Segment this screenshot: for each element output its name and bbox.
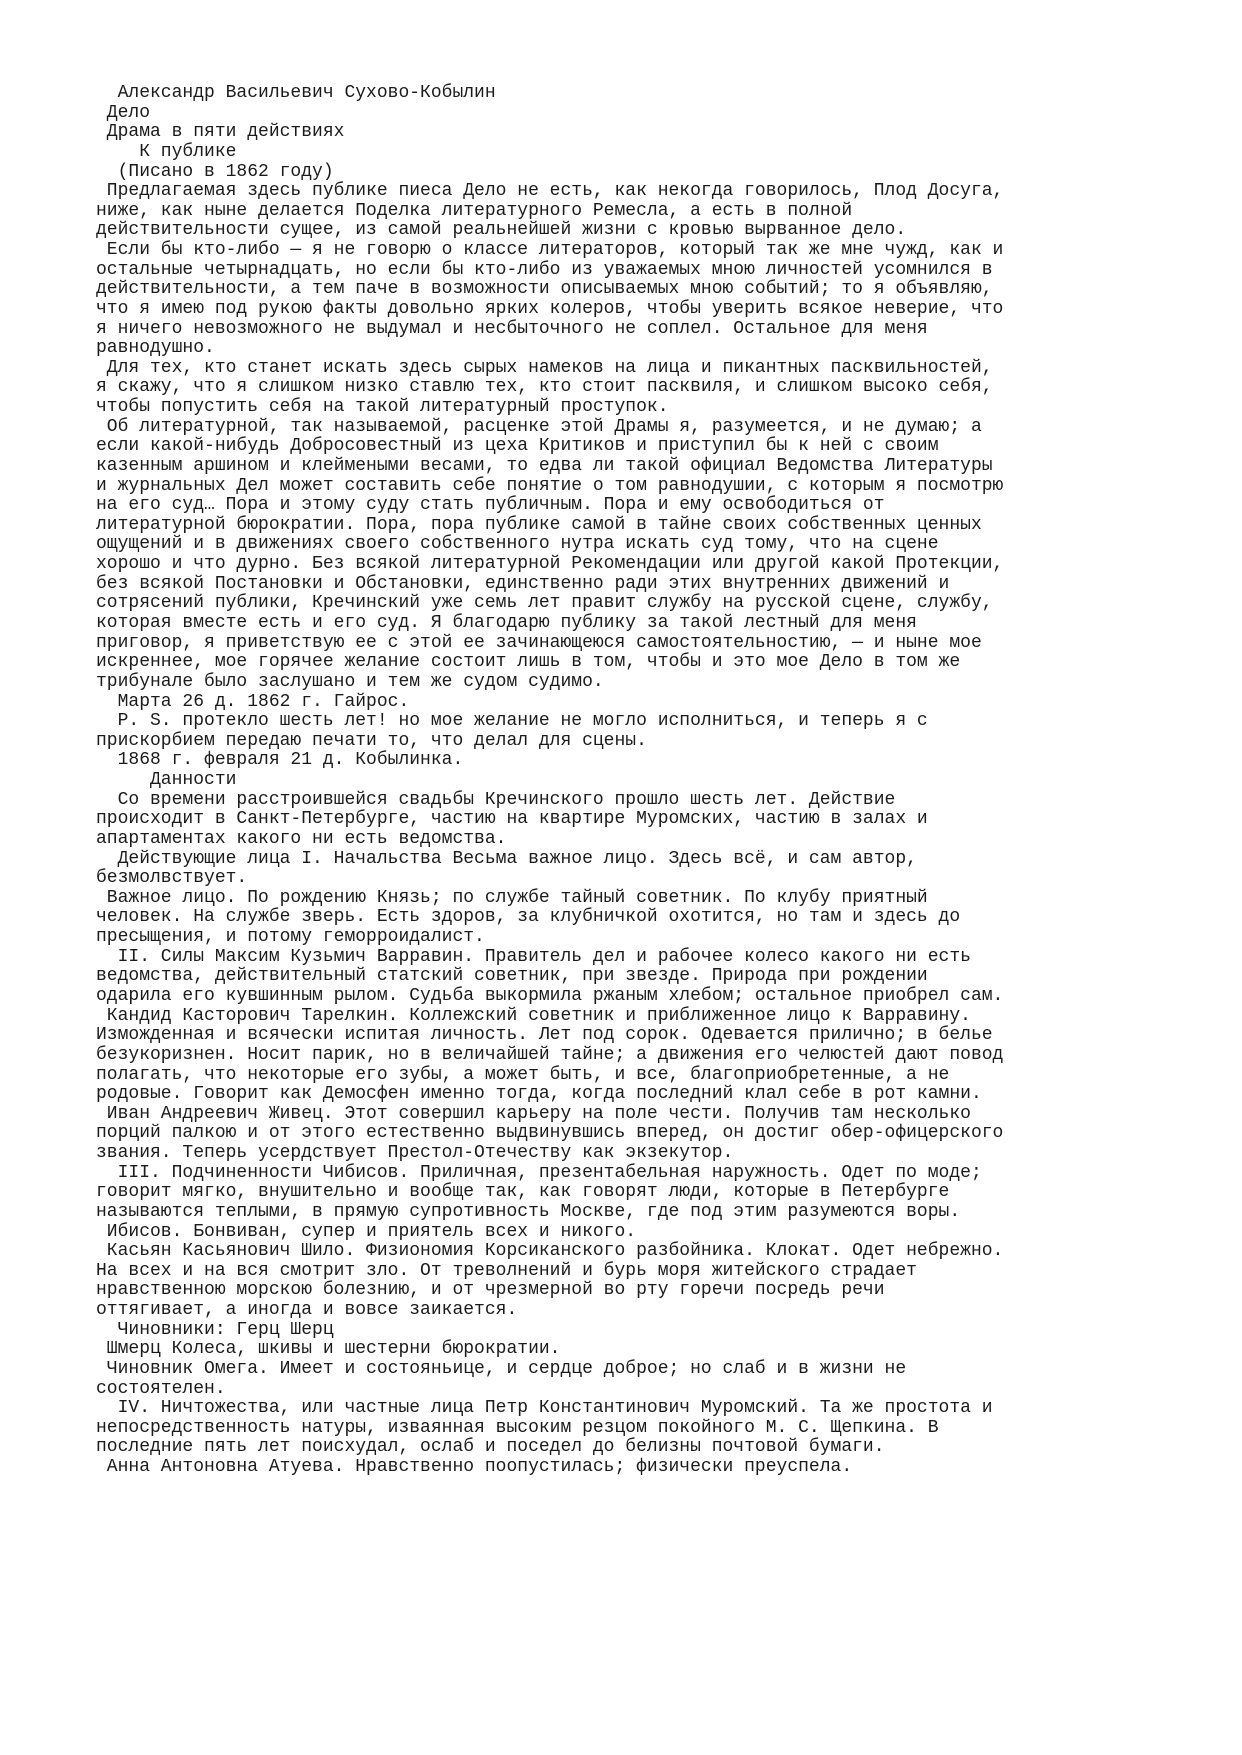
text-line: нравственною морскою болезнию, и от чрезмерной во рту горечи посредь речи <box>96 1280 885 1301</box>
text-line: Марта 26 д. 1862 г. Гайрос. <box>96 691 410 712</box>
text-line: Дело <box>96 102 151 123</box>
text-line: пресыщения, и потому геморроидалист. <box>96 927 485 948</box>
text-line: На всех и на вся смотрит зло. От треволнений и бурь моря житейского страдает <box>96 1260 917 1281</box>
text-line: II. Силы Максим Кузьмич Варравин. Правитель дел и рабочее колесо какого ни есть <box>96 946 971 967</box>
text-line: литературной бюрократии. Пора, пора публике самой в тайне своих собственных ценных <box>96 514 982 535</box>
text-line: полагать, что некоторые его зубы, а может быть, и все, благоприобретенные, а не <box>96 1064 950 1085</box>
text-line: Чиновник Омега. Имеет и состояньице, и сердце доброе; но слаб и в жизни не <box>96 1358 907 1379</box>
text-line: Драма в пяти действиях <box>96 122 345 143</box>
text-line: если какой-нибудь Добросовестный из цеха Критиков и приступил бы к ней с своим <box>96 436 939 457</box>
text-line: хорошо и что дурно. Без всякой литературной Рекомендации или другой какой Протекции, <box>96 554 1004 575</box>
text-line: Чиновники: Герц Шерц <box>96 1319 334 1340</box>
text-line: звания. Теперь усердствует Престол-Отечеству как экзекутор. <box>96 1143 734 1164</box>
text-line: состоятелен. <box>96 1378 226 1399</box>
text-line: Шмерц Колеса, шкивы и шестерни бюрократии. <box>96 1339 561 1360</box>
text-line: трибунале было заслушано и тем же судом судимо. <box>96 671 604 692</box>
text-line: искреннее, мое горячее желание состоит лишь в том, чтобы и это мое Дело в том же <box>96 652 961 673</box>
text-line: безмолвствует. <box>96 868 248 889</box>
text-line: я скажу, что я слишком низко ставлю тех, кто стоит пасквиля, и слишком высоко себя, <box>96 377 993 398</box>
text-line: человек. На службе зверь. Есть здоров, за клубничкой охотится, но там и здесь до <box>96 907 961 928</box>
text-line: Со времени расстроившейся свадьбы Кречинского прошло шесть лет. Действие <box>96 789 896 810</box>
text-line: ведомства, действительный статский советник, при звезде. Природа при рождении <box>96 966 928 987</box>
text-line: Анна Антоновна Атуева. Нравственно поопустилась; физически преуспела. <box>96 1457 853 1478</box>
text-line: прискорбием передаю печати то, что делал для сцены. <box>96 730 647 751</box>
text-line: действительности, а тем паче в возможности описываемых мною событий; то я объявляю, <box>96 279 993 300</box>
text-line: Важное лицо. По рождению Князь; по службе тайный советник. По клубу приятный <box>96 887 928 908</box>
text-line: ощущений и в движениях своего собственного нутра искать суд тому, что на сцене <box>96 534 939 555</box>
text-line: оттягивает, а иногда и вовсе заикается. <box>96 1300 518 1321</box>
text-line: Если бы кто-либо — я не говорю о классе литераторов, который так же мне чужд, как и <box>96 240 1004 261</box>
text-line: родовые. Говорит как Демосфен именно тогда, когда последний клал себе в рот камни. <box>96 1084 982 1105</box>
text-line: Об литературной, так называемой, расценке этой Драмы я, разумеется, и не думаю; а <box>96 416 982 437</box>
text-line: Касьян Касьянович Шило. Физиономия Корсиканского разбойника. Клокат. Одет небрежно. <box>96 1241 1004 1262</box>
text-line: Иван Андреевич Живец. Этот совершил карьеру на поле чести. Получив там несколько <box>96 1103 971 1124</box>
text-line: ниже, как ныне делается Поделка литературного Ремесла, а есть в полной <box>96 200 853 221</box>
text-line: Для тех, кто станет искать здесь сырых намеков на лица и пикантных пасквильностей, <box>96 357 993 378</box>
text-line: остальные четырнадцать, но если бы кто-либо из уважаемых мною личностей усомнился в <box>96 259 993 280</box>
text-line: действительности сущее, из самой реальнейшей жизни с кровью вырванное дело. <box>96 220 907 241</box>
text-line: сотрясений публики, Кречинский уже семь лет правит службу на русской сцене, службу, <box>96 593 993 614</box>
text-line: безукоризнен. Носит парик, но в величайшей тайне; а движения его челюстей дают повод <box>96 1044 1004 1065</box>
text-line: и журнальных Дел может составить себе понятие о том равнодушии, с которым я посмотрю <box>96 475 1004 496</box>
text-line: Кандид Касторович Тарелкин. Коллежский советник и приближенное лицо к Варравину. <box>96 1005 971 1026</box>
text-line: Действующие лица I. Начальства Весьма важное лицо. Здесь всё, и сам автор, <box>96 848 917 869</box>
text-line: апартаментах какого ни есть ведомства. <box>96 828 507 849</box>
text-line: Предлагаемая здесь публике пиеса Дело не есть, как некогда говорилось, Плод Досуга, <box>96 181 1004 202</box>
text-line: происходит в Санкт-Петербурге, частию на квартире Муромских, частию в залах и <box>96 809 928 830</box>
text-line: P. S. протекло шесть лет! но мое желание не могло исполниться, и теперь я с <box>96 711 928 732</box>
text-line: Ибисов. Бонвиван, супер и приятель всех и никого. <box>96 1221 637 1242</box>
text-line: чтобы попустить себя на такой литературный проступок. <box>96 397 669 418</box>
text-line: равнодушно. <box>96 338 215 359</box>
text-line: последние пять лет поисхудал, ослаб и поседел до белизны почтовой бумаги. <box>96 1437 885 1458</box>
text-line: приговор, я приветствую ее с этой ее зачинающеюся самостоятельностию, — и ныне мое <box>96 632 982 653</box>
text-line: казенным аршином и клеймеными весами, то едва ли такой официал Ведомства Литературы <box>96 455 993 476</box>
text-line: IV. Ничтожества, или частные лица Петр Константинович Муромский. Та же простота и <box>96 1398 993 1419</box>
text-line: Данности <box>96 770 237 791</box>
text-line: порций палкою и от этого естественно выдвинувшись вперед, он достиг обер-офицерского <box>96 1123 1004 1144</box>
text-line: я ничего невозможного не выдумал и несбыточного не соплел. Остальное для меня <box>96 318 928 339</box>
text-line: одарила его кувшинным рылом. Судьба выкормила ржаным хлебом; остальное приобрел сам. <box>96 985 1004 1006</box>
text-line: что я имею под рукою факты довольно ярких колеров, чтобы уверить всякое неверие, что <box>96 298 1004 319</box>
text-line: непосредственность натуры, изваянная высоким резцом покойного М. С. Щепкина. В <box>96 1417 939 1438</box>
text-line: Изможденная и всячески испитая личность. Лет под сорок. Одевается прилично; в белье <box>96 1025 993 1046</box>
text-line: 1868 г. февраля 21 д. Кобылинка. <box>96 750 464 771</box>
text-line: Александр Васильевич Сухово-Кобылин <box>96 83 496 103</box>
text-line: говорит мягко, внушительно и вообще так, как говорят люди, которые в Петербурге <box>96 1182 950 1203</box>
text-line: на его суд… Пора и этому суду стать публичным. Пора и ему освободиться от <box>96 495 885 516</box>
text-line: (Писано в 1862 году) <box>96 161 334 182</box>
text-line: называются теплыми, в прямую супротивность Москве, где под этим разумеются воры. <box>96 1201 961 1222</box>
text-line: которая вместе есть и его суд. Я благодарю публику за такой лестный для меня <box>96 613 917 633</box>
text-line: без всякой Постановки и Обстановки, единственно ради этих внутренних движений и <box>96 573 950 594</box>
text-line: III. Подчиненности Чибисов. Приличная, презентабельная наружность. Одет по моде; <box>96 1162 982 1183</box>
text-line: К публике <box>96 141 237 162</box>
